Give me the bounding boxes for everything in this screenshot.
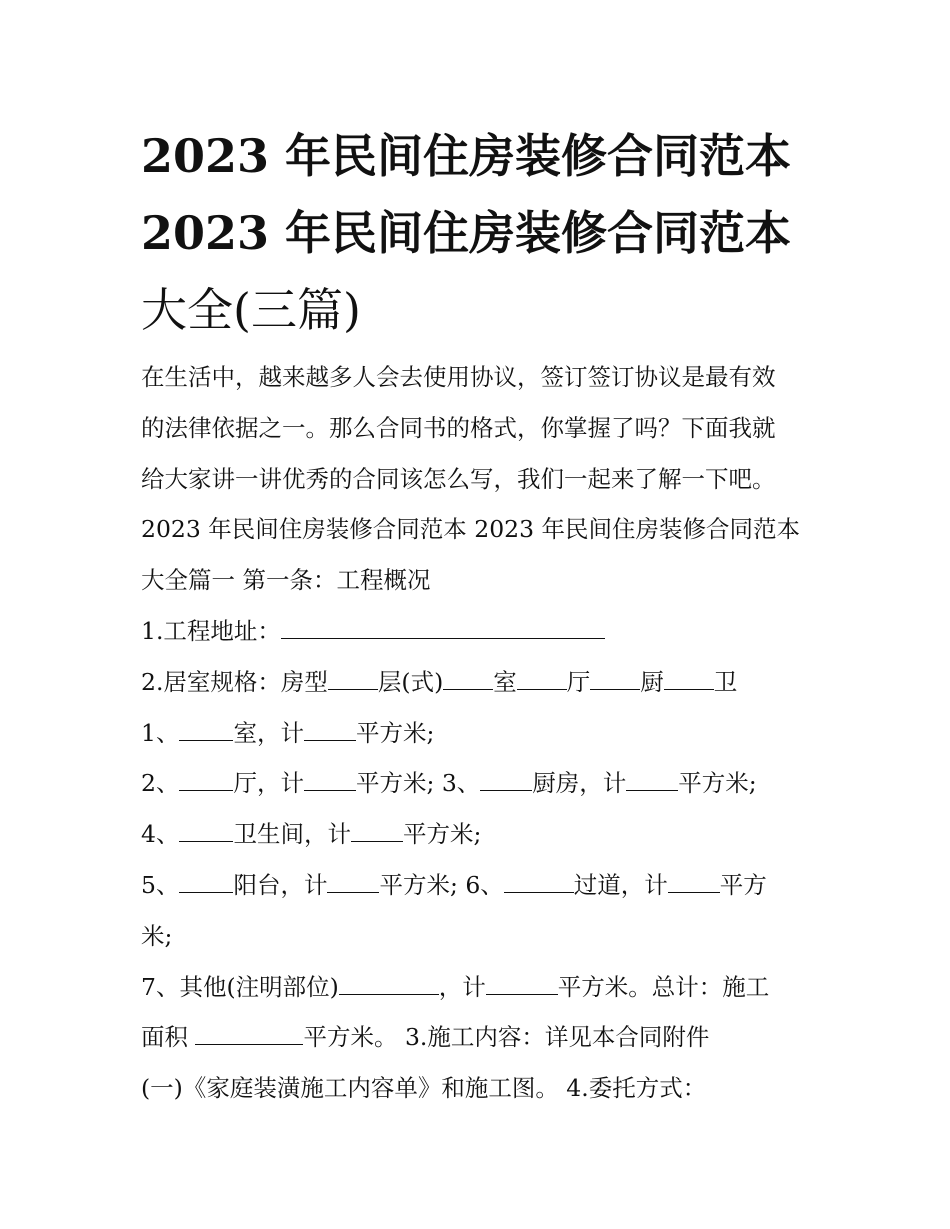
field-total-area [141, 1012, 821, 1063]
room-spec-room: 室 [493, 667, 517, 696]
field-halls-kitchens [141, 758, 821, 809]
document-body [141, 352, 821, 1114]
address-label: 1.工程地址： [141, 616, 281, 645]
blank-hall[interactable] [590, 670, 640, 690]
r1-num: 1、 [141, 718, 180, 747]
r2-num: 2、 [141, 769, 180, 798]
field-balcony-cont: 米; [141, 921, 173, 950]
r4-num: 4、 [141, 820, 180, 849]
r5-num: 5、 [141, 870, 180, 899]
intro-line-3: 给大家讲一讲优秀的合同该怎么写，我们一起来了解一下吧。 [141, 464, 776, 493]
r6-text-b: 平方 [719, 870, 767, 899]
field-other [141, 962, 821, 1013]
blank-r6-count[interactable] [504, 873, 574, 893]
title-line-1: 2023 年民间住房装修合同范本 [141, 129, 792, 183]
r2-text-b: 平方米; 3、 [355, 769, 481, 798]
field-address [141, 606, 821, 657]
blank-house-type[interactable] [328, 670, 378, 690]
area-text-a: 面积 [141, 1023, 196, 1052]
intro-line-5: 大全篇一 第一条：工程概况 [141, 566, 431, 595]
r5-text-b: 平方米; 6、 [379, 870, 504, 899]
blank-room[interactable] [517, 670, 567, 690]
r1-text-a: 室，计 [233, 718, 304, 747]
blank-r6-area[interactable] [668, 873, 720, 893]
blank-r3-area[interactable] [626, 771, 678, 791]
field-bathrooms [141, 809, 821, 860]
address-blank[interactable] [281, 619, 605, 639]
r4-text-a: 卫生间，计 [233, 820, 351, 849]
room-spec-hall: 厅 [566, 667, 591, 696]
blank-r1-count[interactable] [179, 721, 233, 741]
r6-text-a: 过道，计 [573, 870, 668, 899]
intro-line-2: 的法律依据之一。那么合同书的格式，你掌握了吗？下面我就 [141, 413, 776, 442]
blank-r5-area[interactable] [327, 873, 379, 893]
blank-r3-count[interactable] [480, 771, 532, 791]
blank-r1-area[interactable] [304, 721, 356, 741]
blank-r2-count[interactable] [179, 771, 233, 791]
title-line-3: 大全(三篇) [141, 283, 361, 337]
r2-text-a: 厅，计 [233, 769, 304, 798]
field-room-spec [141, 657, 821, 708]
r7-text-a: 7、其他(注明部位) [141, 972, 339, 1001]
r5-text-a: 阳台，计 [233, 870, 328, 899]
room-spec-bath: 卫 [713, 667, 738, 696]
blank-total-area[interactable] [195, 1025, 303, 1045]
document-page [141, 118, 821, 1114]
title-line-2: 2023 年民间住房装修合同范本 [141, 206, 792, 260]
field-balcony-corridor [141, 860, 821, 911]
blank-r5-count[interactable] [179, 873, 233, 893]
r3-text-a: 厨房，计 [532, 769, 627, 798]
field-content-list: (一)《家庭装潢施工内容单》和施工图。 4.委托方式： [141, 1074, 707, 1103]
r3-text-b: 平方米; [678, 769, 757, 798]
blank-kitchen[interactable] [664, 670, 714, 690]
room-spec-label: 2.居室规格：房型 [141, 667, 328, 696]
r4-text-b: 平方米; [402, 820, 482, 849]
room-spec-floor: 层(式) [377, 667, 444, 696]
blank-r4-area[interactable] [351, 822, 403, 842]
r1-text-b: 平方米; [355, 718, 435, 747]
document-title [141, 118, 821, 349]
blank-r4-count[interactable] [179, 822, 233, 842]
r7-text-b: ，计 [438, 972, 486, 1001]
intro-line-4: 2023 年民间住房装修合同范本 2023 年民间住房装修合同范本 [141, 515, 801, 544]
field-rooms [141, 708, 821, 759]
r7-text-c: 平方米。总计：施工 [557, 972, 770, 1001]
blank-floor[interactable] [443, 670, 493, 690]
blank-other-area[interactable] [486, 975, 558, 995]
room-spec-kitchen: 厨 [640, 667, 664, 696]
intro-line-1: 在生活中，越来越多人会去使用协议，签订签订协议是最有效 [141, 363, 776, 391]
blank-r2-area[interactable] [304, 771, 356, 791]
blank-other-part[interactable] [339, 975, 439, 995]
area-text-b: 平方米。 3.施工内容：详见本合同附件 [303, 1023, 710, 1052]
